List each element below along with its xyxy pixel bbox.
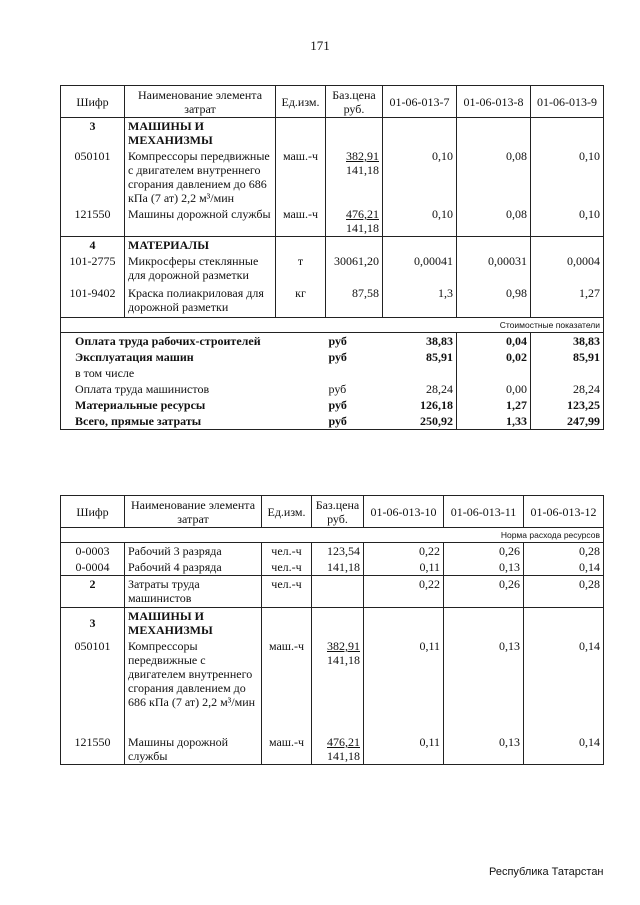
row-value: 0,08 (457, 148, 531, 206)
summary-value: 250,92 (383, 413, 457, 430)
summary-value: 0,02 (457, 349, 531, 365)
table-row (61, 576, 604, 608)
summary-label: Эксплуатация машин (61, 349, 326, 365)
row-price: 476,21 (327, 735, 360, 749)
section-code: 3 (61, 118, 125, 149)
header-code: Шифр (61, 496, 125, 528)
row-price-wage: 141,18 (327, 749, 360, 763)
header-price: Баз.цена руб. (326, 86, 383, 118)
row-value: 0,13 (444, 638, 524, 734)
header-norm-12: 01-06-013-12 (524, 496, 604, 528)
row-value: 0,00031 (457, 253, 531, 285)
summary-label: Всего, прямые затраты (61, 413, 326, 430)
header-name: Наименование элемента затрат (125, 86, 276, 118)
row-code: 0-0004 (61, 559, 125, 576)
row-name: Компрессоры передвижные с двигателем внутреннего сгорания давлением до 686 кПа (7 ат) 2,2 м³/мин (125, 638, 262, 734)
resource-norm-row (61, 528, 604, 543)
table-row (61, 285, 604, 317)
footer-region: Республика Татарстан (489, 866, 604, 878)
section-row (61, 118, 604, 149)
header-norm-11: 01-06-013-11 (444, 496, 524, 528)
row-value: 0,26 (444, 543, 524, 560)
row-code: 050101 (61, 148, 125, 206)
row-price-wage: 141,18 (327, 653, 360, 667)
row-unit: т (276, 253, 326, 285)
section-code: 4 (61, 237, 125, 254)
row-value: 0,11 (364, 559, 444, 576)
row-code: 050101 (61, 638, 125, 734)
table-header-row (61, 86, 604, 118)
row-price: 87,58 (326, 285, 383, 317)
header-norm-9: 01-06-013-9 (531, 86, 604, 118)
row-value: 0,10 (383, 148, 457, 206)
row-code: 101-9402 (61, 285, 125, 317)
summary-unit: руб (328, 381, 347, 396)
row-code: 121550 (61, 734, 125, 765)
row-unit: кг (276, 285, 326, 317)
row-code: 2 (61, 576, 125, 608)
summary-label: в том числе (61, 365, 326, 381)
summary-label: Материальные ресурсы (61, 397, 326, 413)
header-name: Наименование элемента затрат (125, 496, 262, 528)
table-header-row (61, 496, 604, 528)
row-value: 0,28 (524, 576, 604, 608)
row-value: 0,11 (364, 638, 444, 734)
summary-unit: руб (326, 413, 383, 430)
summary-unit: руб (328, 333, 347, 348)
summary-value: 38,83 (531, 332, 604, 349)
cost-indicators-row (61, 317, 604, 332)
summary-unit: руб (328, 349, 347, 364)
summary-row (61, 397, 604, 413)
row-value: 0,28 (524, 543, 604, 560)
table-row (61, 543, 604, 560)
summary-unit: руб (328, 397, 347, 412)
header-unit: Ед.изм. (262, 496, 312, 528)
row-price: 30061,20 (326, 253, 383, 285)
table-row (61, 559, 604, 576)
row-name: Машины дорожной службы (125, 206, 276, 237)
row-value: 0,13 (444, 734, 524, 765)
row-value: 0,13 (444, 559, 524, 576)
row-price: 382,91 (346, 149, 379, 163)
header-norm-7: 01-06-013-7 (383, 86, 457, 118)
page-number: 171 (310, 38, 330, 53)
norms-table-1 (60, 85, 604, 430)
summary-value: 126,18 (383, 397, 457, 413)
row-name: Рабочий 4 разряда (125, 559, 262, 576)
row-value: 0,22 (364, 576, 444, 608)
section-title: МАШИНЫ И МЕХАНИЗМЫ (125, 118, 276, 149)
summary-value: 247,99 (531, 413, 604, 430)
section-code: 3 (61, 608, 125, 639)
summary-label: Оплата труда машинистов (61, 381, 326, 397)
row-value: 0,26 (444, 576, 524, 608)
row-value: 0,10 (531, 148, 604, 206)
row-code: 0-0003 (61, 543, 125, 560)
row-price: 141,18 (312, 559, 364, 576)
table-row (61, 206, 604, 237)
row-code: 101-2775 (61, 253, 125, 285)
table-row (61, 148, 604, 206)
cost-indicators-note: Стоимостные показатели (61, 317, 604, 332)
row-name: Машины дорожной службы (125, 734, 262, 765)
row-value: 1,27 (531, 285, 604, 317)
summary-value: 1,27 (457, 397, 531, 413)
summary-value: 85,91 (383, 349, 457, 365)
row-unit: маш.-ч (276, 206, 326, 237)
row-code: 121550 (61, 206, 125, 237)
summary-value: 85,91 (531, 349, 604, 365)
row-unit: чел.-ч (262, 576, 312, 608)
row-price: 123,54 (312, 543, 364, 560)
header-norm-8: 01-06-013-8 (457, 86, 531, 118)
summary-row (61, 413, 604, 430)
row-price: 476,21 (346, 207, 379, 221)
summary-value: 123,25 (531, 397, 604, 413)
row-unit: маш.-ч (262, 734, 312, 765)
row-price-wage: 141,18 (346, 221, 379, 235)
row-value: 0,08 (457, 206, 531, 237)
header-price: Баз.цена руб. (312, 496, 364, 528)
row-price: 382,91 (327, 639, 360, 653)
row-value: 0,0004 (531, 253, 604, 285)
section-row (61, 237, 604, 254)
section-row (61, 608, 604, 639)
header-code: Шифр (61, 86, 125, 118)
summary-value: 28,24 (383, 381, 457, 397)
summary-value: 0,04 (457, 332, 531, 349)
row-value: 0,98 (457, 285, 531, 317)
row-unit: чел.-ч (262, 543, 312, 560)
row-unit: маш.-ч (262, 638, 312, 734)
row-value: 0,11 (364, 734, 444, 765)
section-title: МАШИНЫ И МЕХАНИЗМЫ (125, 608, 262, 639)
summary-label: Оплата труда рабочих-строителей (61, 332, 326, 349)
row-value: 0,14 (524, 638, 604, 734)
summary-value: 0,00 (457, 381, 531, 397)
row-price-wage: 141,18 (346, 163, 379, 177)
header-norm-10: 01-06-013-10 (364, 496, 444, 528)
row-value: 0,22 (364, 543, 444, 560)
resource-norm-note: Норма расхода ресурсов (61, 528, 604, 543)
row-name: Компрессоры передвижные с двигателем внутреннего сгорания давлением до 686 кПа (7 ат) 2,2 м³/мин (125, 148, 276, 206)
table-row (61, 253, 604, 285)
row-unit: маш.-ч (276, 148, 326, 206)
table-row (61, 638, 604, 734)
summary-row (61, 365, 604, 381)
norms-table-2 (60, 495, 604, 765)
row-name: Краска полиакриловая для дорожной разметки (125, 285, 276, 317)
table-row (61, 734, 604, 765)
row-name: Затраты труда машинистов (125, 576, 262, 608)
row-value: 0,14 (524, 734, 604, 765)
row-value: 1,3 (383, 285, 457, 317)
row-unit: чел.-ч (262, 559, 312, 576)
summary-value: 38,83 (383, 332, 457, 349)
summary-row (61, 332, 604, 349)
summary-row (61, 349, 604, 365)
summary-value: 1,33 (457, 413, 531, 430)
row-value: 0,00041 (383, 253, 457, 285)
header-unit: Ед.изм. (276, 86, 326, 118)
row-value: 0,10 (383, 206, 457, 237)
summary-row (61, 381, 604, 397)
summary-value: 28,24 (531, 381, 604, 397)
section-title: МАТЕРИАЛЫ (125, 237, 276, 254)
row-value: 0,10 (531, 206, 604, 237)
row-value: 0,14 (524, 559, 604, 576)
row-name: Рабочий 3 разряда (125, 543, 262, 560)
row-name: Микросферы стеклянные для дорожной разметки (125, 253, 276, 285)
